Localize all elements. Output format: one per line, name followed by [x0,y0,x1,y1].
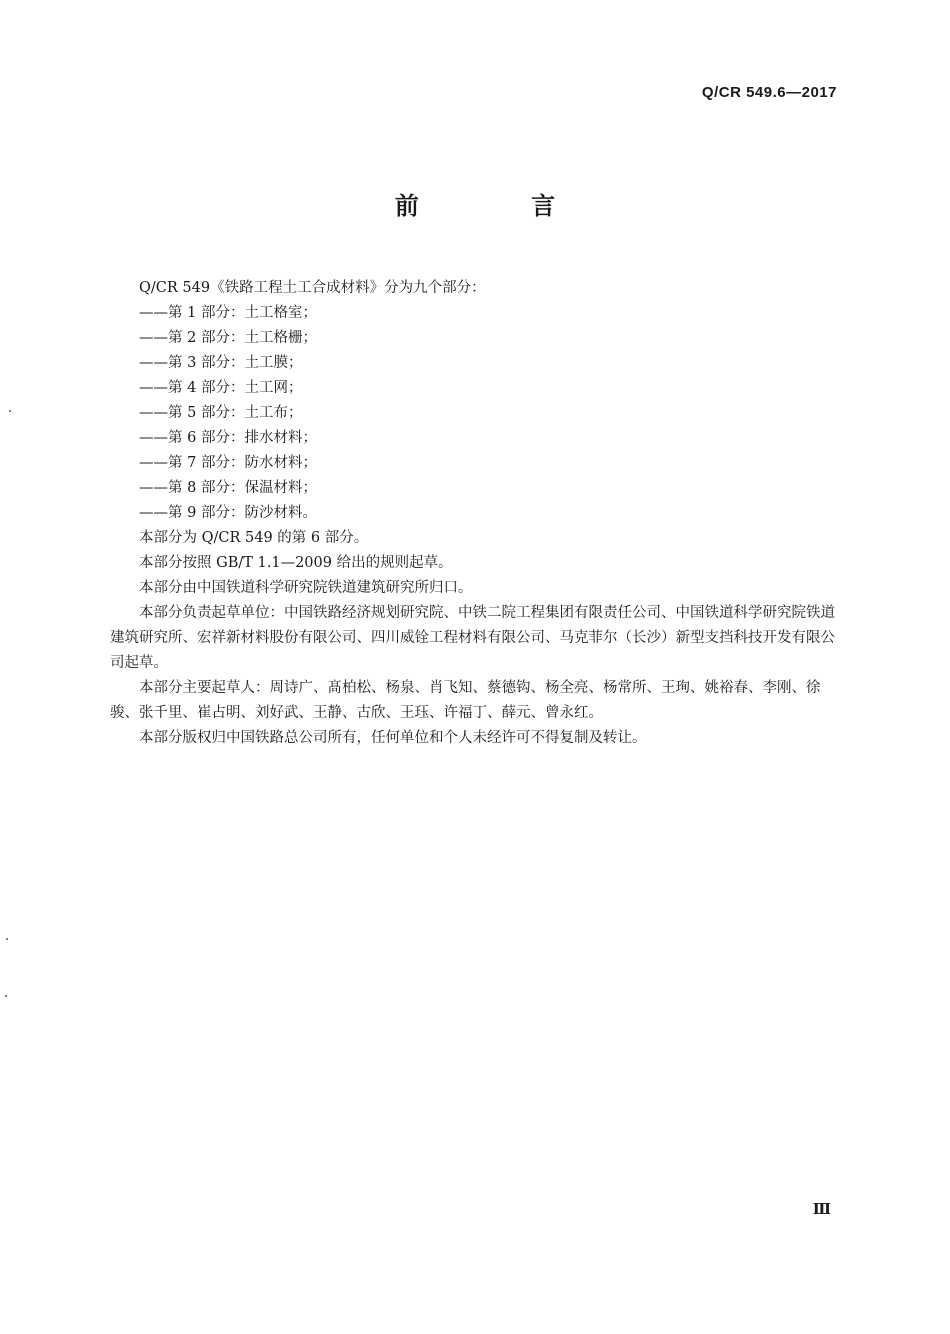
part-list-item: ——第 2 部分：土工格栅； [139,330,317,346]
copyright-paragraph: 本部分版权归中国铁路总公司所有，任何单位和个人未经许可不得复制及转让。 [139,730,647,746]
part-list-item: ——第 9 部分：防沙材料。 [139,505,317,521]
part-list-item: ——第 6 部分：排水材料； [139,430,317,446]
this-part-paragraph: 本部分为 Q/CR 549 的第 6 部分。 [139,530,369,546]
part-list-item: ——第 5 部分：土工布； [139,405,303,421]
drafting-rules-paragraph: 本部分按照 GB/T 1.1—2009 给出的规则起草。 [139,555,453,571]
scan-speck [6,938,8,940]
scan-speck [5,995,7,997]
part-list-item: ——第 4 部分：土工网； [139,380,303,396]
part-list-item: ——第 3 部分：土工膜； [139,355,303,371]
part-list-item: ——第 8 部分：保温材料； [139,480,317,496]
foreword-body [110,276,840,751]
part-list-item: ——第 1 部分：土工格室； [139,305,317,321]
drafting-units-paragraph: 本部分负责起草单位：中国铁路经济规划研究院、中铁二院工程集团有限责任公司、中国铁道科学研究院铁道建筑研究所、宏祥新材料股份有限公司、四川威铨工程材料有限公司、马克菲尔（长沙）新型支挡科技开发有限公司起草。 [110,605,835,671]
intro-paragraph: Q/CR 549《铁路工程土工合成材料》分为九个部分： [139,280,486,296]
attribution-paragraph: 本部分由中国铁道科学研究院铁道建筑研究所归口。 [139,580,473,596]
main-drafters-paragraph: 本部分主要起草人：周诗广、髙柏松、杨泉、肖飞知、蔡德钩、杨全亮、杨常所、王珣、姚裕春、李刚、徐骏、张千里、崔占明、刘好武、王静、古欣、王珏、许福丁、薛元、曾永红。 [110,680,821,721]
part-list-item: ——第 7 部分：防水材料； [139,455,317,471]
page-number: Ⅲ [812,1200,831,1218]
scan-speck [9,410,11,412]
page-title: 前 言 [394,192,608,220]
document-code: Q/CR 549.6—2017 [701,84,837,101]
